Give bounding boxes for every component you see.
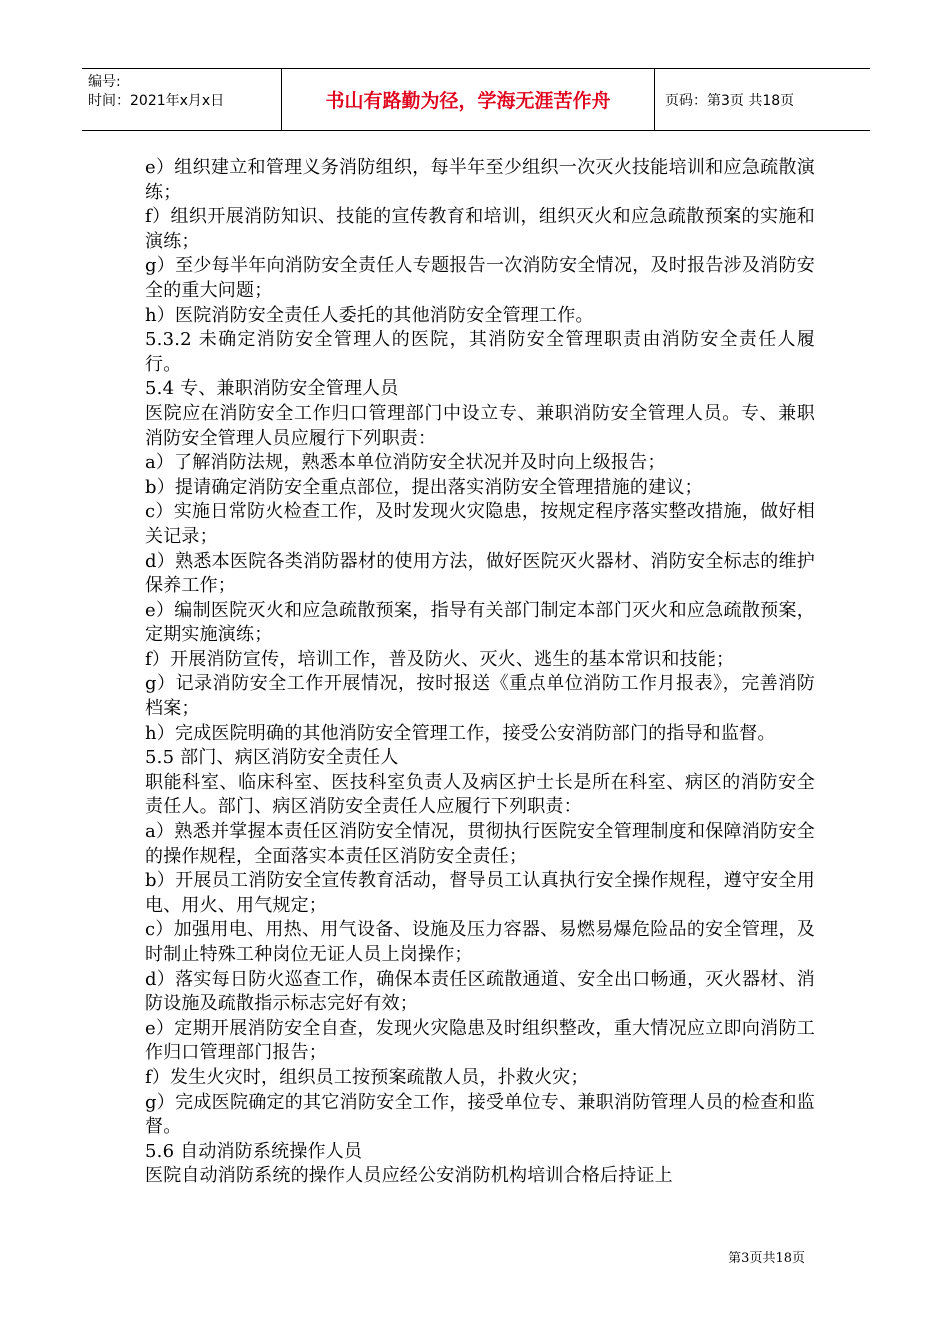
paragraph: f）开展消防宣传，培训工作，普及防火、灭火、逃生的基本常识和技能； xyxy=(145,648,735,670)
paragraph: a）了解消防法规，熟悉本单位消防安全状况并及时向上级报告； xyxy=(145,452,666,474)
paragraph: d）落实每日防火巡查工作，确保本责任区疏散通道、安全出口畅通，灭火器材、消防设施及疏散指示标志完好有效； xyxy=(145,968,815,1015)
document-time: 时间：2021年x月x日 xyxy=(88,93,225,109)
section-heading: 5.4 专、兼职消防安全管理人员 xyxy=(145,378,399,400)
section-heading: 5.6 自动消防系统操作人员 xyxy=(145,1140,363,1162)
paragraph: e）定期开展消防安全自查，发现火灾隐患及时组织整改，重大情况应立即向消防工作归口管理部门报告； xyxy=(145,1017,815,1064)
paragraph: f）发生火灾时，组织员工按预案疏散人员，扑救火灾； xyxy=(145,1066,589,1088)
document-body xyxy=(145,156,815,1189)
paragraph: a）熟悉并掌握本责任区消防安全情况，贯彻执行医院安全管理制度和保障消防安全的操作规程，全面落实本责任区消防安全责任； xyxy=(145,821,815,867)
paragraph: c）加强用电、用热、用气设备、设施及压力容器、易燃易爆危险品的安全管理，及时制止特殊工种岗位无证人员上岗操作； xyxy=(145,919,815,965)
header-page-code: 页码：第3页 共18页 xyxy=(665,92,795,109)
paragraph: b）开展员工消防安全宣传教育活动，督导员工认真执行安全操作规程，遵守安全用电、用火、用气规定； xyxy=(145,870,815,916)
paragraph: h）完成医院明确的其他消防安全管理工作，接受公安消防部门的指导和监督。 xyxy=(145,722,776,744)
section-heading: 5.5 部门、病区消防安全责任人 xyxy=(145,747,399,769)
document-number-label: 编号: xyxy=(88,74,121,90)
page-header xyxy=(82,68,870,131)
paragraph: e）组织建立和管理义务消防组织，每半年至少组织一次灭火技能培训和应急疏散演练； xyxy=(145,157,815,203)
paragraph: h）医院消防安全责任人委托的其他消防安全管理工作。 xyxy=(145,304,594,326)
paragraph: g）至少每半年向消防安全责任人专题报告一次消防安全情况，及时报告涉及消防安全的重大问题； xyxy=(145,255,815,301)
paragraph: 5.3.2 未确定消防安全管理人的医院，其消防安全管理职责由消防安全责任人履行。 xyxy=(145,329,815,375)
header-motto: 书山有路勤为径，学海无涯苦作舟 xyxy=(282,69,655,130)
paragraph: 医院自动消防系统的操作人员应经公安消防机构培训合格后持证上 xyxy=(145,1165,673,1187)
paragraph: 职能科室、临床科室、医技科室负责人及病区护士长是所在科室、病区的消防安全责任人。部门、病区消防安全责任人应履行下列职责： xyxy=(145,771,815,818)
page-footer: 第3页共18页 xyxy=(728,1251,805,1266)
header-meta xyxy=(82,69,282,130)
paragraph: g）完成医院确定的其它消防安全工作，接受单位专、兼职消防管理人员的检查和监督。 xyxy=(145,1091,815,1138)
paragraph: e）编制医院灭火和应急疏散预案，指导有关部门制定本部门灭火和应急疏散预案，定期实施演练； xyxy=(145,599,815,646)
paragraph: f）组织开展消防知识、技能的宣传教育和培训，组织灭火和应急疏散预案的实施和演练； xyxy=(145,206,815,252)
paragraph: c）实施日常防火检查工作，及时发现火灾隐患，按规定程序落实整改措施，做好相关记录； xyxy=(145,501,815,547)
paragraph: d）熟悉本医院各类消防器材的使用方法，做好医院灭火器材、消防安全标志的维护保养工作； xyxy=(145,550,815,597)
paragraph: b）提请确定消防安全重点部位，提出落实消防安全管理措施的建议； xyxy=(145,476,703,498)
paragraph: g）记录消防安全工作开展情况，按时报送《重点单位消防工作月报表》，完善消防档案； xyxy=(145,673,815,720)
paragraph: 医院应在消防安全工作归口管理部门中设立专、兼职消防安全管理人员。专、兼职消防安全管理人员应履行下列职责： xyxy=(145,402,815,449)
